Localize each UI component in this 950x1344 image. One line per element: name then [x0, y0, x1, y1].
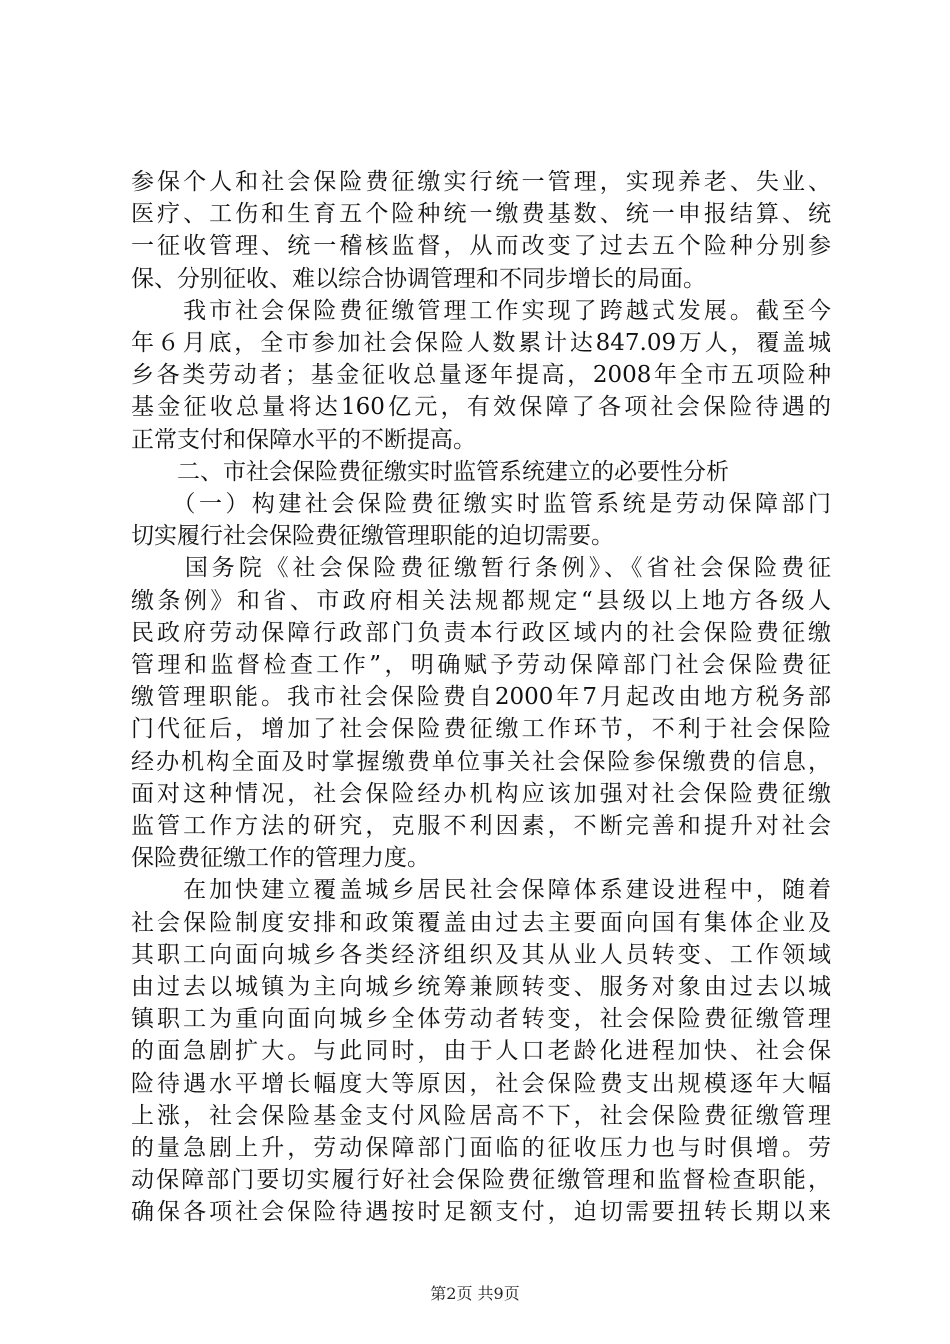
text-line: 由过去以城镇为主向城乡统筹兼顾转变、服务对象由过去以城	[131, 974, 831, 1000]
text-line: 其职工向面向城乡各类经济组织及其从业人员转变、工作领域	[131, 941, 831, 968]
text-line: 国务院《社会保险费征缴暂行条例》、《省社会保险费征	[131, 555, 831, 582]
text-line: 我市社会保险费征缴管理工作实现了跨越式发展。截至今	[131, 297, 831, 324]
text-line: 医疗、工伤和生育五个险种统一缴费基数、统一申报结算、统	[131, 201, 831, 228]
text-line: 基金征收总量将达160亿元，有效保障了各项社会保险待遇的	[131, 394, 831, 421]
text-line: 镇职工为重向面向城乡全体劳动者转变，社会保险费征缴管理	[131, 1006, 831, 1033]
text-line: 监管工作方法的研究，克服不利因素，不断完善和提升对社会	[131, 813, 831, 839]
text-line: 民政府劳动保障行政部门负责本行政区域内的社会保险费征缴	[131, 619, 831, 646]
text-line: 的面急剧扩大。与此同时，由于人口老龄化进程加快、社会保	[131, 1038, 831, 1065]
text-line: 社会保险制度安排和政策覆盖由过去主要面向国有集体企业及	[131, 909, 831, 936]
text-line: 险待遇水平增长幅度大等原因，社会保险费支出规模逐年大幅	[131, 1070, 831, 1097]
text-line: 缴条例》和省、市政府相关法规都规定“县级以上地方各级人	[131, 587, 831, 614]
text-line: 的量急剧上升，劳动保障部门面临的征收压力也与时俱增。劳	[131, 1135, 831, 1161]
text-line: 参保个人和社会保险费征缴实行统一管理，实现养老、失业、	[131, 169, 831, 195]
text-line: 确保各项社会保险待遇按时足额支付，迫切需要扭转长期以来	[131, 1199, 831, 1226]
text-line: 保险费征缴工作的管理力度。	[131, 845, 430, 872]
text-line: 门代征后，增加了社会保险费征缴工作环节，不利于社会保险	[131, 716, 831, 743]
text-line: 面对这种情况，社会保险经办机构应该加强对社会保险费征缴	[131, 780, 831, 807]
text-line: 保、分别征收、难以综合协调管理和不同步增长的局面。	[131, 265, 706, 292]
text-line: 在加快建立覆盖城乡居民社会保障体系建设进程中，随着	[131, 877, 831, 904]
text-line: 上涨，社会保险基金支付风险居高不下，社会保险费征缴管理	[131, 1102, 831, 1129]
text-line: 管理和监督检查工作”，明确赋予劳动保障部门社会保险费征	[131, 652, 831, 678]
text-line: 乡各类劳动者；基金征收总量逐年提高，2008年全市五项险种	[131, 362, 831, 389]
subsection-heading: （一）构建社会保险费征缴实时监管系统是劳动保障部门	[131, 491, 831, 517]
section-heading: 二、市社会保险费征缴实时监管系统建立的必要性分析	[131, 458, 729, 485]
text-line: 一征收管理、统一稽核监督，从而改变了过去五个险种分别参	[131, 233, 831, 260]
text-line: 年６月底，全市参加社会保险人数累计达847.09万人，覆盖城	[131, 330, 831, 356]
page-footer: 第2页 共9页	[430, 1284, 520, 1303]
subsection-heading: 切实履行社会保险费征缴管理职能的迫切需要。	[131, 523, 614, 550]
text-line: 正常支付和保障水平的不断提高。	[131, 426, 476, 453]
text-line: 动保障部门要切实履行好社会保险费征缴管理和监督检查职能，	[131, 1167, 831, 1194]
text-line: 缴管理职能。我市社会保险费自2000年7月起改由地方税务部	[131, 684, 831, 711]
text-line: 经办机构全面及时掌握缴费单位事关社会保险参保缴费的信息，	[131, 748, 831, 775]
